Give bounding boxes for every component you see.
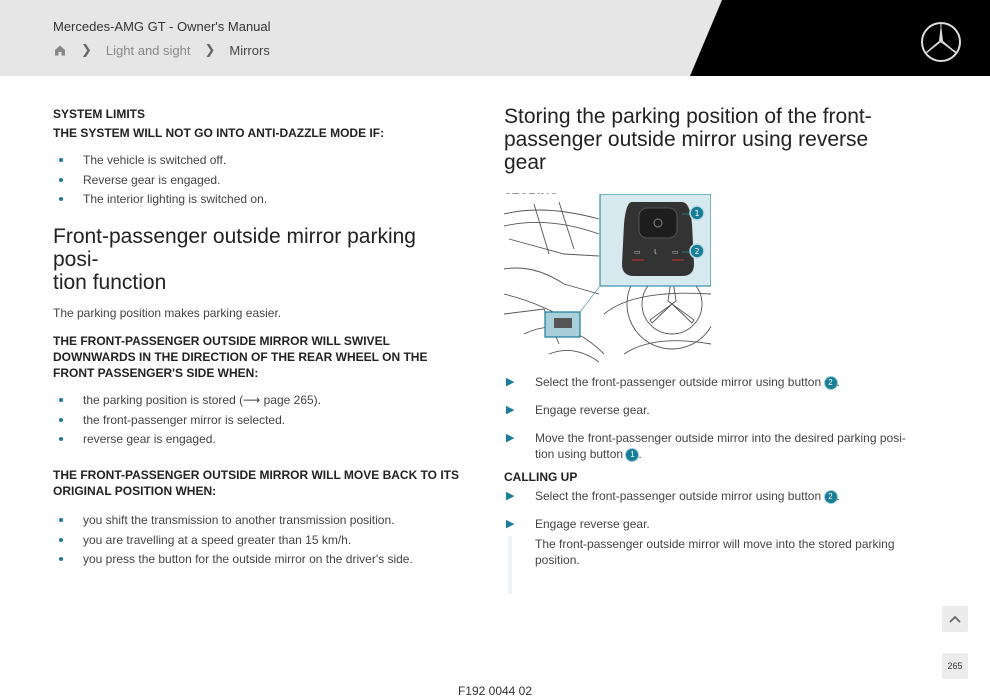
step-text: Engage reverse gear. [535, 517, 650, 531]
list-item: the parking position is stored (⟶ page 265). [53, 392, 463, 408]
breadcrumb [53, 42, 270, 58]
list-item: The vehicle is switched off. [53, 152, 463, 168]
button-2-icon: 2 [825, 377, 837, 389]
move-back-heading: THE FRONT-PASSENGER OUTSIDE MIRROR WILL MOVE BACK TO ITS ORIGINAL POSITION WHEN: [53, 468, 460, 498]
svg-text:▭: ▭ [672, 248, 679, 256]
function-title [53, 225, 463, 294]
home-icon[interactable] [53, 43, 67, 57]
step-arrow-icon: ▶ [506, 432, 515, 444]
svg-text:Ɩ: Ɩ [654, 248, 657, 256]
result-bar [508, 536, 512, 594]
list-item: Reverse gear is engaged. [53, 172, 463, 188]
step-arrow-icon: ▶ [506, 404, 515, 416]
swivel-heading: THE FRONT-PASSENGER OUTSIDE MIRROR WILL SWIVEL DOWNWARDS IN THE DIRECTION OF THE REAR WHEEL ON THE FRONT PASSENGER'S SIDE WHEN: [53, 334, 428, 380]
storing-steps [504, 374, 914, 462]
function-title-line-1: Front-passenger outside mirror parking posi- [53, 225, 416, 271]
left-column [53, 100, 463, 571]
page-number: 265 [947, 661, 963, 671]
system-limits-label: SYSTEM LIMITS [53, 107, 146, 121]
callout-1 [690, 206, 704, 220]
list-item: you press the button for the outside mirror on the driver's side. [53, 551, 463, 567]
breadcrumb-light-and-sight[interactable]: Light and sight [105, 42, 191, 58]
page-header [0, 0, 990, 76]
list-item: you are travelling at a speed greater than 15 km/h. [53, 532, 463, 548]
breadcrumb-mirrors: Mirrors [229, 42, 270, 58]
step-arrow-icon: ▶ [506, 376, 515, 388]
page-number-badge[interactable] [942, 653, 968, 679]
step-text: Select the front-passenger outside mirror using button [535, 375, 822, 389]
anti-dazzle-heading: THE SYSTEM WILL NOT GO INTO ANTI-DAZZLE MODE IF: [53, 126, 385, 140]
intro-text: The parking position makes parking easier. [53, 306, 282, 320]
step-text: Engage reverse gear. [535, 403, 650, 417]
list-item: reverse gear is engaged. [53, 431, 463, 447]
chevron-right-icon: ❯ [81, 42, 92, 57]
calling-up-label: CALLING UP [504, 470, 578, 484]
callout-2-label: 2 [694, 247, 700, 256]
storing-step-1: ▶ Select the front-passenger outside mirror using button 2 . [506, 375, 840, 389]
right-column [504, 100, 914, 206]
mercedes-star-logo[interactable] [920, 21, 962, 63]
mirror-control-illustration [504, 194, 711, 362]
scroll-to-top-button[interactable] [942, 606, 968, 632]
step-text: Move the front-passenger outside mirror into the desired parking posi-tion using button [535, 431, 906, 461]
button-1-icon: 1 [626, 449, 638, 461]
storing-step-2 [504, 402, 914, 418]
storing-title-line-1: Storing the parking position of the front- [504, 105, 872, 128]
figure-id: F192 0044 02 [457, 684, 533, 698]
storing-step-3: ▶ Move the front-passenger outside mirror into the desired parking posi-tion using button 1 . [506, 431, 906, 461]
chevron-right-icon: ❯ [204, 42, 216, 57]
callout-2 [690, 244, 704, 258]
svg-text:▭: ▭ [634, 248, 641, 256]
callout-1-label: 1 [694, 209, 700, 218]
step-arrow-icon: ▶ [506, 490, 515, 502]
calling-up-steps [504, 488, 914, 568]
anti-dazzle-list [53, 152, 463, 207]
calling-step-2 [504, 516, 914, 568]
list-item: the front-passenger mirror is selected. [53, 412, 463, 428]
list-item: you shift the transmission to another transmission position. [53, 512, 463, 528]
button-2-icon: 2 [825, 491, 837, 503]
function-title-line-2: tion function [53, 271, 167, 294]
step-result-text: The front-passenger outside mirror will move into the stored parking position. [535, 537, 895, 567]
chevron-up-icon [948, 612, 962, 626]
manual-title[interactable]: Mercedes-AMG GT - Owner's Manual [53, 19, 271, 34]
storing-title-line-2: passenger outside mirror using reverse gear [504, 128, 869, 174]
list-item: The interior lighting is switched on. [53, 191, 463, 207]
step-text: Select the front-passenger outside mirror using button [535, 489, 822, 503]
calling-step-1: ▶ Select the front-passenger outside mirror using button 2 . [506, 489, 840, 503]
swivel-list [53, 392, 463, 447]
storing-title [504, 105, 914, 174]
step-arrow-icon: ▶ [506, 518, 515, 530]
move-back-list [53, 512, 463, 567]
